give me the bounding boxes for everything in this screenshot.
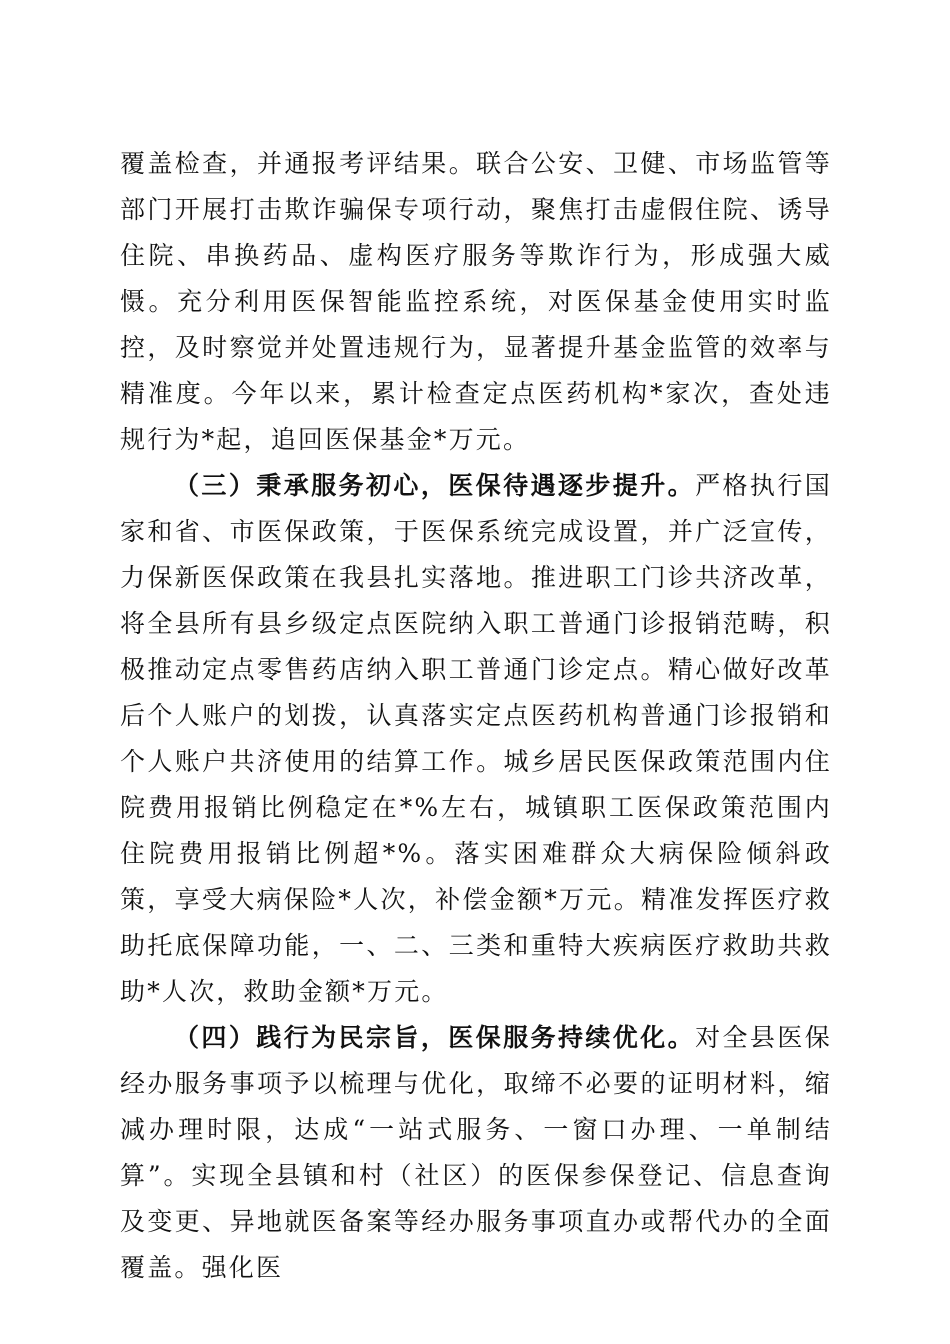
paragraph-fund-supervision xyxy=(120,141,832,463)
document-body xyxy=(120,141,832,1291)
paragraph-text: 对全县医保经办服务事项予以梳理与优化，取缔不必要的证明材料，缩减办理时限，达成“一站式服务、一窗口办理、一单制结算”。实现全县镇和村（社区）的医保参保登记、信息查询及变更、异地就医备案等经办服务事项直办或帮代办的全面覆盖。强化医 xyxy=(120,1023,832,1282)
section-heading-three: （三）秉承服务初心，医保待遇逐步提升。 xyxy=(174,471,696,500)
paragraph-benefits xyxy=(120,463,832,1015)
section-heading-four: （四）践行为民宗旨，医保服务持续优化。 xyxy=(174,1023,696,1052)
paragraph-services xyxy=(120,1015,832,1291)
paragraph-text: 严格执行国家和省、市医保政策，于医保系统完成设置，并广泛宣传，力保新医保政策在我县扎实落地。推进职工门诊共济改革，将全县所有县乡级定点医院纳入职工普通门诊报销范畴，积极推动定点零售药店纳入职工普通门诊定点。精心做好改革后个人账户的划拨，认真落实定点医药机构普通门诊报销和个人账户共济使用的结算工作。城乡居民医保政策范围内住院费用报销比例稳定在*%左右，城镇职工医保政策范围内住院费用报销比例超*%。落实困难群众大病保险倾斜政策，享受大病保险*人次，补偿金额*万元。精准发挥医疗救助托底保障功能，一、二、三类和重特大疾病医疗救助共救助*人次，救助金额*万元。 xyxy=(120,471,832,1006)
paragraph-text: 覆盖检查，并通报考评结果。联合公安、卫健、市场监管等部门开展打击欺诈骗保专项行动，聚焦打击虚假住院、诱导住院、串换药品、虚构医疗服务等欺诈行为，形成强大威慑。充分利用医保智能监控系统，对医保基金使用实时监控，及时察觉并处置违规行为，显著提升基金监管的效率与精准度。今年以来，累计检查定点医药机构*家次，查处违规行为*起，追回医保基金*万元。 xyxy=(120,149,832,454)
